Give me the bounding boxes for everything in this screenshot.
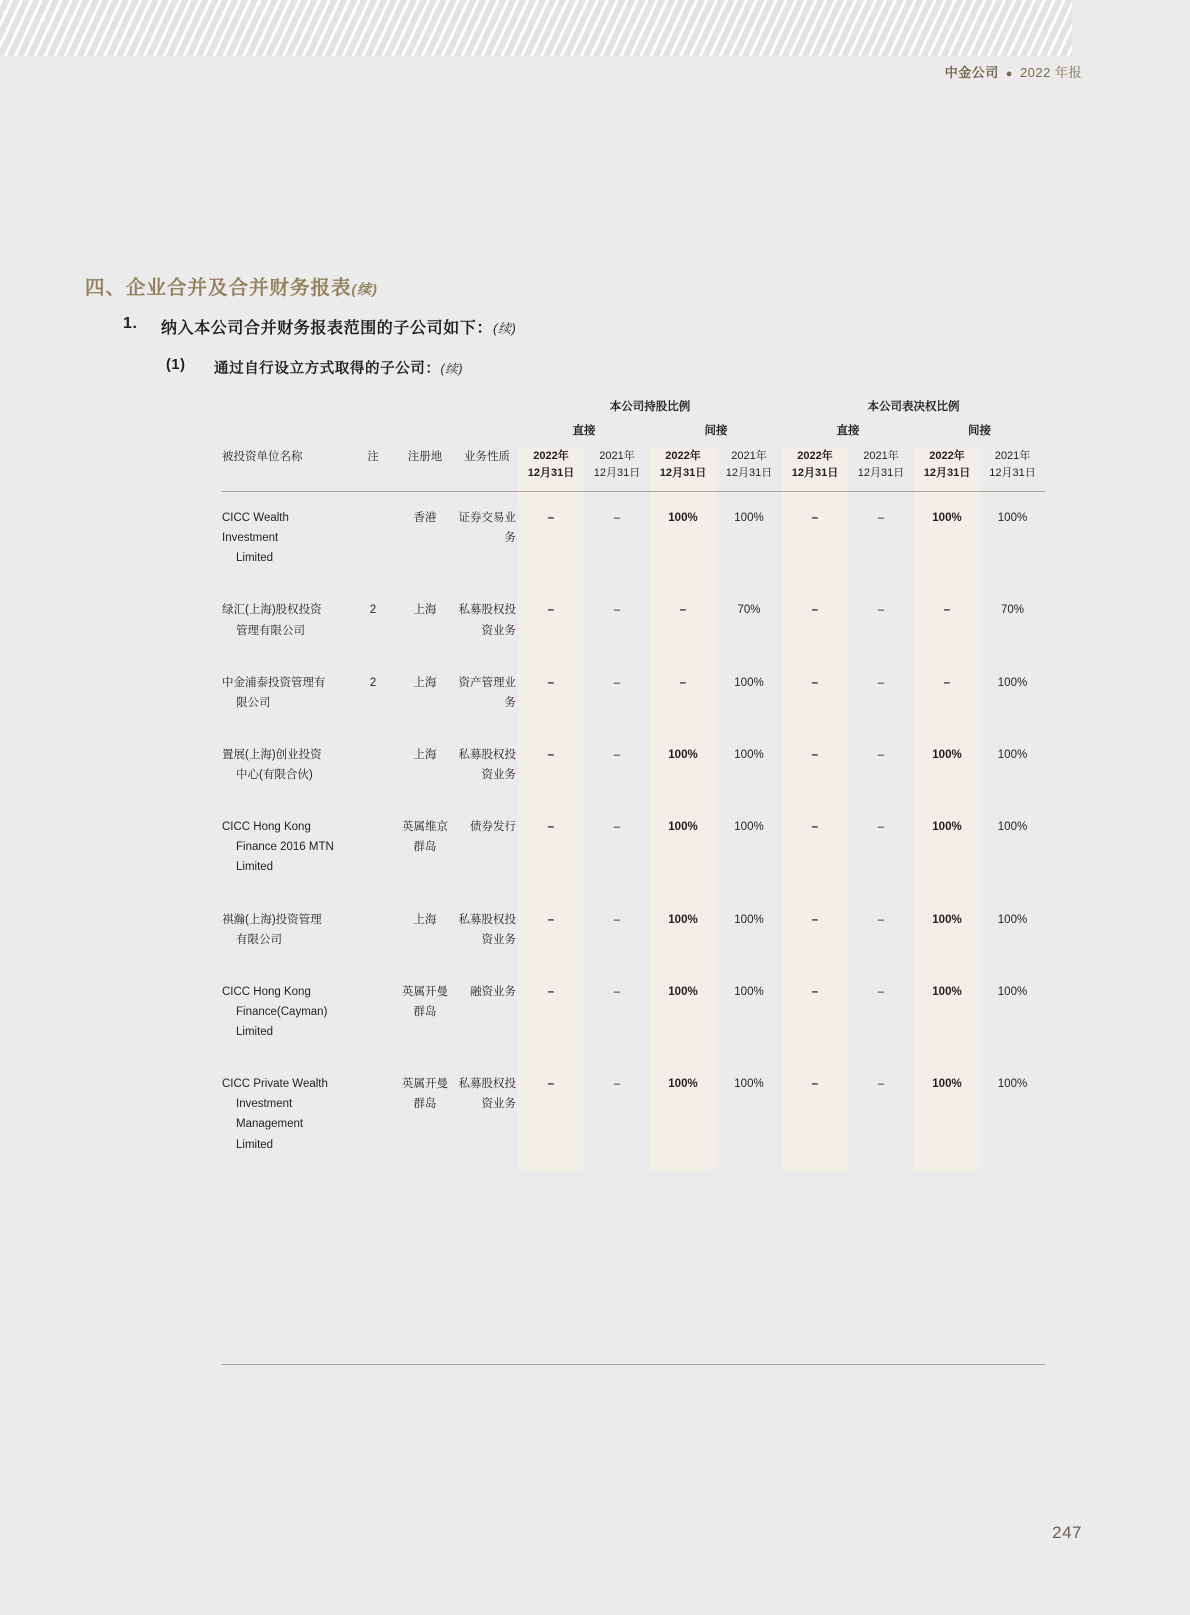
- table-row: [222, 894, 1045, 966]
- cell-business: [456, 801, 518, 893]
- cell-note: [352, 729, 394, 801]
- business-line: 资业务: [481, 624, 516, 637]
- section-heading-text: 四、企业合并及合并财务报表: [85, 277, 352, 299]
- cell-value: –: [613, 913, 621, 926]
- subitem-heading-cont: (续): [440, 362, 464, 376]
- cell-place: [394, 492, 456, 585]
- cell-value: 100%: [997, 985, 1028, 998]
- company-name-line: Limited: [236, 552, 274, 565]
- business-line: 资业务: [481, 933, 516, 946]
- colhead-year-2-line1: 2021年: [599, 450, 635, 462]
- cell-company-name: [222, 1058, 352, 1171]
- table-row: [222, 801, 1045, 893]
- colhead-year-7: [914, 448, 980, 491]
- company-name-line: CICC Hong Kong: [222, 821, 311, 834]
- cell-value: 100%: [997, 821, 1028, 834]
- cell-note: [352, 1058, 394, 1171]
- item-heading-number: 1.: [123, 315, 138, 332]
- section-heading-cont: (续): [351, 281, 378, 297]
- cell-note: [352, 894, 394, 966]
- company-name-line: Finance 2016 MTN: [236, 841, 334, 854]
- colhead-year-1-line2: 12月31日: [527, 467, 575, 480]
- cell-value: –: [782, 801, 848, 893]
- sub-header-direct-voting: 直接: [836, 425, 860, 437]
- cell-value: 100%: [734, 913, 764, 926]
- cell-business: [456, 492, 518, 585]
- cell-value: 100%: [650, 729, 716, 801]
- group-header-row: [222, 398, 1045, 422]
- column-header-row: [222, 448, 1045, 491]
- place-line: 上海: [413, 748, 437, 761]
- company-name-line: 管理有限公司: [236, 624, 305, 637]
- company-name-line: 有限公司: [236, 933, 282, 946]
- cell-value: 100%: [734, 748, 764, 761]
- company-name-line: Finance(Cayman): [236, 1005, 328, 1018]
- item-heading: [123, 315, 516, 338]
- cell-business: [456, 1058, 518, 1171]
- cell-value: 100%: [914, 801, 980, 893]
- table-body: [222, 492, 1045, 1171]
- subsidiaries-table: [222, 398, 1045, 1171]
- group-header-voting: 本公司表决权比例: [867, 401, 960, 413]
- cell-business: [456, 966, 518, 1058]
- cell-value: –: [518, 894, 584, 966]
- cell-value: –: [613, 604, 621, 617]
- cell-company-name: [222, 584, 352, 656]
- business-line: 融资业务: [470, 985, 516, 998]
- cell-value: –: [877, 604, 885, 617]
- cell-value: 100%: [650, 492, 716, 585]
- decorative-hatch-band: [0, 0, 1190, 56]
- table-row: [222, 966, 1045, 1058]
- cell-value: –: [650, 584, 716, 656]
- business-line: 债券发行: [470, 821, 516, 834]
- subitem-heading-text: 通过自行设立方式取得的子公司：: [214, 361, 441, 377]
- cell-company-name: [222, 729, 352, 801]
- cell-business: [456, 584, 518, 656]
- company-name-line: CICC Wealth Investment: [222, 512, 289, 545]
- table-row: [222, 584, 1045, 656]
- place-line: 群岛: [413, 1098, 437, 1111]
- cell-place: [394, 1058, 456, 1171]
- cell-value: –: [877, 512, 885, 525]
- table-head: [222, 398, 1045, 492]
- cell-value: 100%: [914, 1058, 980, 1171]
- business-line: 私募股权投: [458, 913, 516, 926]
- cell-value: –: [782, 492, 848, 585]
- place-line: 英属开曼: [402, 1078, 448, 1091]
- business-line: 资产管理业: [458, 676, 516, 689]
- table-row: [222, 1058, 1045, 1171]
- cell-value: –: [613, 748, 621, 761]
- cell-company-name: [222, 966, 352, 1058]
- cell-note: 2: [369, 676, 377, 689]
- cell-place: [394, 729, 456, 801]
- colhead-year-2: [584, 448, 650, 491]
- colhead-year-8-line2: 12月31日: [989, 467, 1036, 480]
- company-name-line: Investment: [236, 1098, 293, 1111]
- cell-value: 100%: [650, 1058, 716, 1171]
- company-name-line: CICC Hong Kong: [222, 985, 311, 998]
- cell-value: 70%: [1000, 604, 1025, 617]
- place-line: 上海: [413, 676, 437, 689]
- colhead-year-1-line1: 2022年: [533, 450, 569, 462]
- cell-value: 70%: [737, 604, 761, 617]
- subitem-heading: [166, 357, 463, 378]
- cell-business: [456, 894, 518, 966]
- section-heading: [85, 272, 378, 300]
- colhead-note: 注: [367, 451, 379, 463]
- cell-value: –: [650, 657, 716, 729]
- place-line: 香港: [413, 512, 437, 525]
- cell-value: 100%: [734, 676, 764, 689]
- sub-header-row: [222, 422, 1045, 448]
- company-name-line: Management: [236, 1118, 304, 1131]
- cell-value: –: [782, 584, 848, 656]
- business-line: 资业务: [481, 1098, 516, 1111]
- cell-value: –: [914, 584, 980, 656]
- cell-place: [394, 801, 456, 893]
- cell-value: 100%: [914, 966, 980, 1058]
- cell-value: –: [518, 729, 584, 801]
- cell-company-name: [222, 894, 352, 966]
- colhead-year-8: [980, 448, 1045, 491]
- business-line: 务: [504, 696, 516, 709]
- business-line: 私募股权投: [458, 604, 516, 617]
- cell-note: [352, 801, 394, 893]
- running-header: [945, 62, 1082, 81]
- colhead-year-7-line1: 2022年: [929, 450, 965, 462]
- cell-value: –: [518, 966, 584, 1058]
- company-name-line: Limited: [236, 1026, 274, 1039]
- cell-value: –: [782, 1058, 848, 1171]
- cell-value: –: [914, 657, 980, 729]
- cell-value: 100%: [650, 801, 716, 893]
- cell-value: 100%: [734, 1078, 764, 1091]
- colhead-year-4-line1: 2021年: [731, 450, 767, 462]
- cell-note: [352, 966, 394, 1058]
- cell-place: [394, 657, 456, 729]
- company-name-line: 绿汇(上海)股权投资: [222, 604, 322, 617]
- cell-value: –: [613, 821, 621, 834]
- company-name-line: CICC Private Wealth: [222, 1078, 328, 1091]
- colhead-year-2-line2: 12月31日: [593, 467, 641, 480]
- cell-value: 100%: [734, 512, 764, 525]
- cell-value: 100%: [997, 913, 1028, 926]
- business-line: 务: [504, 532, 516, 545]
- table-bottom-rule: [222, 1364, 1045, 1365]
- cell-value: –: [782, 657, 848, 729]
- company-name-line: 限公司: [236, 696, 271, 709]
- cell-business: [456, 729, 518, 801]
- colhead-year-8-line1: 2021年: [994, 450, 1031, 462]
- cell-value: –: [877, 1078, 885, 1091]
- cell-value: 100%: [914, 492, 980, 585]
- colhead-place: 注册地: [407, 451, 443, 463]
- page-number: 247: [1052, 1523, 1082, 1542]
- subitem-heading-number: (1): [166, 357, 186, 373]
- colhead-year-5: [782, 448, 848, 491]
- colhead-year-6-line2: 12月31日: [857, 467, 905, 480]
- cell-value: –: [518, 584, 584, 656]
- item-heading-cont: (续): [493, 321, 517, 336]
- cell-value: 100%: [997, 748, 1028, 761]
- running-header-separator: ●: [1005, 67, 1013, 80]
- company-name-line: Limited: [236, 1138, 274, 1151]
- colhead-year-6: [848, 448, 914, 491]
- cell-value: –: [613, 1078, 621, 1091]
- colhead-year-3: [650, 448, 716, 491]
- cell-value: 100%: [997, 512, 1028, 525]
- colhead-year-4: [716, 448, 782, 491]
- cell-value: –: [782, 894, 848, 966]
- place-line: 英属维京: [402, 821, 448, 834]
- cell-value: 100%: [734, 985, 764, 998]
- cell-note: 2: [369, 604, 377, 617]
- cell-value: 100%: [650, 894, 716, 966]
- cell-value: 100%: [997, 1078, 1028, 1091]
- colhead-year-4-line2: 12月31日: [725, 467, 773, 480]
- colhead-year-5-line2: 12月31日: [791, 467, 839, 480]
- place-line: 上海: [413, 913, 437, 926]
- cell-value: –: [782, 729, 848, 801]
- table-row: [222, 729, 1045, 801]
- cell-company-name: [222, 657, 352, 729]
- cell-place: [394, 966, 456, 1058]
- colhead-year-7-line2: 12月31日: [923, 467, 971, 480]
- decorative-band-gap: [1072, 0, 1190, 56]
- cell-value: –: [877, 985, 885, 998]
- running-header-report: 2022 年报: [1019, 65, 1082, 80]
- business-line: 私募股权投: [458, 1078, 516, 1091]
- colhead-year-3-line1: 2022年: [665, 450, 701, 462]
- cell-value: –: [877, 676, 885, 689]
- cell-value: 100%: [650, 966, 716, 1058]
- cell-value: –: [518, 492, 584, 585]
- colhead-business: 业务性质: [464, 451, 510, 463]
- sub-header-indirect-voting: 间接: [968, 425, 991, 437]
- sub-header-direct-ownership: 直接: [572, 425, 596, 437]
- company-name-line: 祺瀚(上海)投资管理: [222, 913, 322, 926]
- colhead-year-5-line1: 2022年: [797, 450, 833, 462]
- cell-value: 100%: [997, 676, 1028, 689]
- cell-value: 100%: [914, 894, 980, 966]
- table-row: [222, 492, 1045, 585]
- cell-value: 100%: [734, 821, 764, 834]
- business-line: 资业务: [481, 769, 516, 782]
- place-line: 群岛: [413, 841, 437, 854]
- cell-note: [352, 492, 394, 585]
- cell-value: –: [877, 913, 885, 926]
- colhead-name: 被投资单位名称: [222, 451, 303, 463]
- cell-value: –: [518, 1058, 584, 1171]
- item-heading-text: 纳入本公司合并财务报表范围的子公司如下：: [161, 320, 494, 337]
- group-header-ownership: 本公司持股比例: [609, 401, 691, 413]
- table-row: [222, 657, 1045, 729]
- company-name-line: Limited: [236, 861, 274, 874]
- cell-value: –: [877, 821, 885, 834]
- cell-place: [394, 894, 456, 966]
- cell-value: –: [877, 748, 885, 761]
- sub-header-indirect-ownership: 间接: [704, 425, 728, 437]
- place-line: 上海: [413, 604, 437, 617]
- business-line: 私募股权投: [458, 748, 516, 761]
- cell-value: 100%: [914, 729, 980, 801]
- subsidiaries-table-wrap: [222, 398, 1045, 1171]
- cell-business: [456, 657, 518, 729]
- company-name-line: 置展(上海)创业投资: [222, 748, 322, 761]
- colhead-year-1: [518, 448, 584, 491]
- cell-value: –: [613, 512, 621, 525]
- cell-value: –: [518, 657, 584, 729]
- cell-company-name: [222, 492, 352, 585]
- cell-value: –: [518, 801, 584, 893]
- company-name-line: 中金浦泰投资管理有: [222, 676, 326, 689]
- colhead-year-6-line1: 2021年: [863, 450, 899, 462]
- colhead-year-3-line2: 12月31日: [659, 467, 707, 480]
- business-line: 证券交易业: [458, 512, 516, 525]
- cell-value: –: [782, 966, 848, 1058]
- cell-value: –: [613, 676, 621, 689]
- running-header-company: 中金公司: [944, 65, 999, 80]
- place-line: 英属开曼: [402, 985, 448, 998]
- cell-place: [394, 584, 456, 656]
- company-name-line: 中心(有限合伙): [236, 769, 313, 782]
- cell-company-name: [222, 801, 352, 893]
- place-line: 群岛: [413, 1005, 437, 1018]
- cell-value: –: [613, 985, 621, 998]
